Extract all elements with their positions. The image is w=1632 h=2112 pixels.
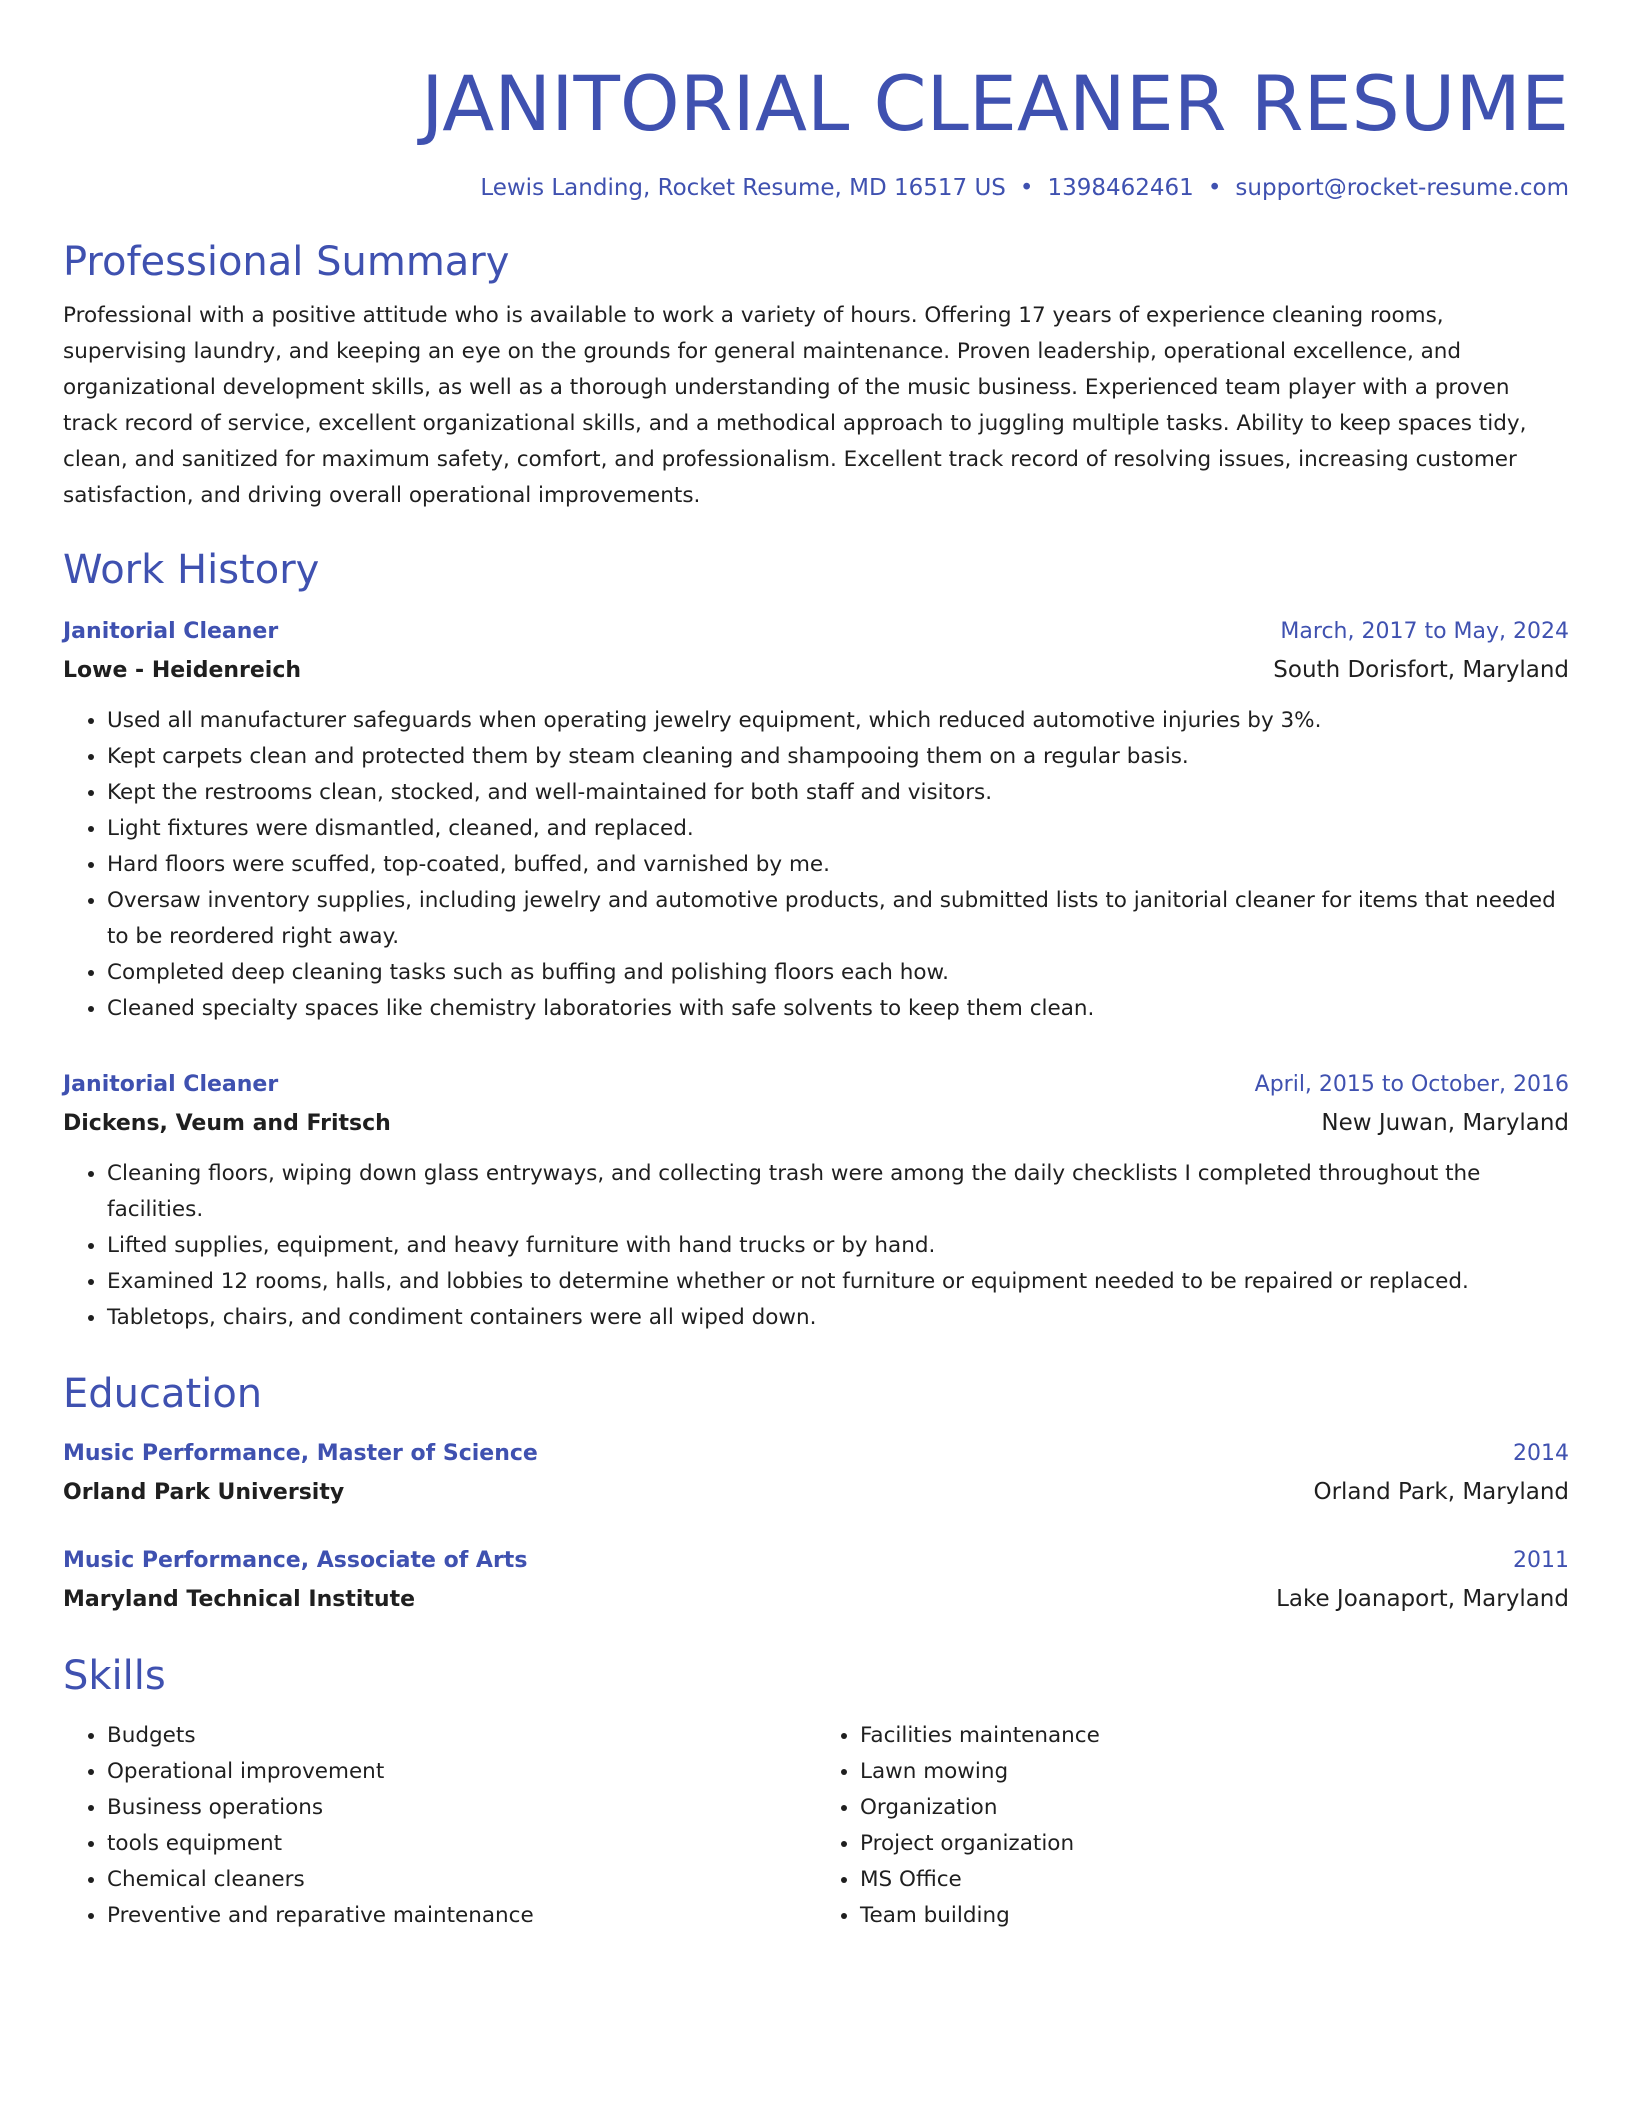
education-degree-row (63, 1543, 1569, 1579)
skills-section (63, 1650, 1569, 1934)
job-bullet: • Tabletops, chairs, and condiment containers were all wiped down. (107, 1300, 1569, 1336)
job-bullet: • Oversaw inventory supplies, including jewelry and automotive products, and submitted lists to janitorial cleaner for items that needed to be reordered right away. (107, 883, 1569, 955)
contact-separator: • (1019, 175, 1034, 201)
education-degree: Music Performance, Associate of Arts (63, 1548, 528, 1573)
education-school: Orland Park University (63, 1480, 345, 1505)
job-entry (63, 614, 1569, 1027)
education-school-row (63, 1472, 1569, 1513)
summary-section (63, 236, 1569, 514)
job-title-row (63, 1067, 1569, 1103)
skill-item: • Operational improvement (107, 1754, 816, 1790)
skills-list-left (63, 1718, 816, 1934)
job-bullet: • Examined 12 rooms, halls, and lobbies to determine whether or not furniture or equipment needed to be repaired or replaced. (107, 1264, 1569, 1300)
job-position: Janitorial Cleaner (63, 619, 279, 644)
skill-item: • Facilities maintenance (860, 1718, 1569, 1754)
skill-item: • Project organization (860, 1826, 1569, 1862)
skill-item: • Lawn mowing (860, 1754, 1569, 1790)
skills-columns (63, 1718, 1569, 1934)
job-location: South Dorisfort, Maryland (1273, 657, 1569, 683)
job-bullet: • Used all manufacturer safeguards when operating jewelry equipment, which reduced automotive injuries by 3%. (107, 703, 1569, 739)
job-location: New Juwan, Maryland (1321, 1110, 1569, 1136)
job-bullet: • Light fixtures were dismantled, cleaned, and replaced. (107, 811, 1569, 847)
job-company-row (63, 1103, 1569, 1144)
skill-item: • tools equipment (107, 1826, 816, 1862)
education-school-row (63, 1579, 1569, 1620)
education-entry (63, 1436, 1569, 1513)
work-history-section (63, 544, 1569, 1336)
job-bullet: • Hard floors were scuffed, top-coated, buffed, and varnished by me. (107, 847, 1569, 883)
job-dates: March, 2017 to May, 2024 (1280, 619, 1569, 644)
job-bullet: • Lifted supplies, equipment, and heavy furniture with hand trucks or by hand. (107, 1228, 1569, 1264)
resume-title: JANITORIAL CLEANER RESUME (421, 59, 1569, 148)
job-company-row (63, 650, 1569, 691)
education-entry (63, 1543, 1569, 1620)
job-bullet: • Kept carpets clean and protected them by steam cleaning and shampooing them on a regular basis. (107, 739, 1569, 775)
education-heading: Education (63, 1371, 263, 1417)
education-degree-row (63, 1436, 1569, 1472)
work-history-heading: Work History (63, 547, 320, 593)
education-year: 2014 (1513, 1441, 1569, 1466)
job-position: Janitorial Cleaner (63, 1072, 279, 1097)
skill-item: • Chemical cleaners (107, 1862, 816, 1898)
education-location: Lake Joanaport, Maryland (1276, 1586, 1569, 1612)
contact-email: support@rocket-resume.com (1235, 175, 1569, 201)
job-dates: April, 2015 to October, 2016 (1254, 1072, 1569, 1097)
job-title-row (63, 614, 1569, 650)
education-degree: Music Performance, Master of Science (63, 1441, 538, 1466)
skill-item: • Budgets (107, 1718, 816, 1754)
job-bullet-list (63, 703, 1569, 1027)
skill-item: • Team building (860, 1898, 1569, 1934)
summary-text: Professional with a positive attitude who is available to work a variety of hours. Offering 17 years of experience cleaning rooms, supervising laundry, and keeping an eye on the grounds for general maintenance. Proven leadership, operational excellence, and organizational development skills, as well as a thorough understanding of the music business. Experienced team player with a proven track record of service, excellent organizational skills, and a methodical approach to juggling multiple tasks. Ability to keep spaces tidy, clean, and sanitized for maximum safety, comfort, and professionalism. Excellent track record of resolving issues, increasing customer satisfaction, and driving overall operational improvements. (63, 303, 1527, 508)
skills-list-right (816, 1718, 1569, 1934)
skill-item: • MS Office (860, 1862, 1569, 1898)
skill-item: • Preventive and reparative maintenance (107, 1898, 816, 1934)
resume-header (63, 56, 1569, 204)
job-bullet: • Cleaned specialty spaces like chemistry laboratories with safe solvents to keep them clean. (107, 991, 1569, 1027)
job-company: Dickens, Veum and Fritsch (63, 1111, 391, 1136)
education-section (63, 1368, 1569, 1620)
skill-item: • Organization (860, 1790, 1569, 1826)
education-location: Orland Park, Maryland (1313, 1479, 1569, 1505)
job-company: Lowe - Heidenreich (63, 658, 302, 683)
job-bullet: • Kept the restrooms clean, stocked, and well-maintained for both staff and visitors. (107, 775, 1569, 811)
summary-heading: Professional Summary (63, 239, 510, 285)
contact-address: Lewis Landing, Rocket Resume, MD 16517 US (480, 175, 1006, 201)
contact-phone: 1398462461 (1047, 175, 1194, 201)
skill-item: • Business operations (107, 1790, 816, 1826)
contact-line (63, 172, 1569, 204)
education-year: 2011 (1513, 1548, 1569, 1573)
skills-heading: Skills (63, 1653, 166, 1699)
education-school: Maryland Technical Institute (63, 1587, 415, 1612)
contact-separator: • (1207, 175, 1222, 201)
job-entry (63, 1067, 1569, 1336)
job-bullet-list (63, 1156, 1569, 1336)
job-bullet: • Completed deep cleaning tasks such as buffing and polishing floors each how. (107, 955, 1569, 991)
job-bullet: • Cleaning floors, wiping down glass entryways, and collecting trash were among the daily checklists I completed throughout the facilities. (107, 1156, 1569, 1228)
